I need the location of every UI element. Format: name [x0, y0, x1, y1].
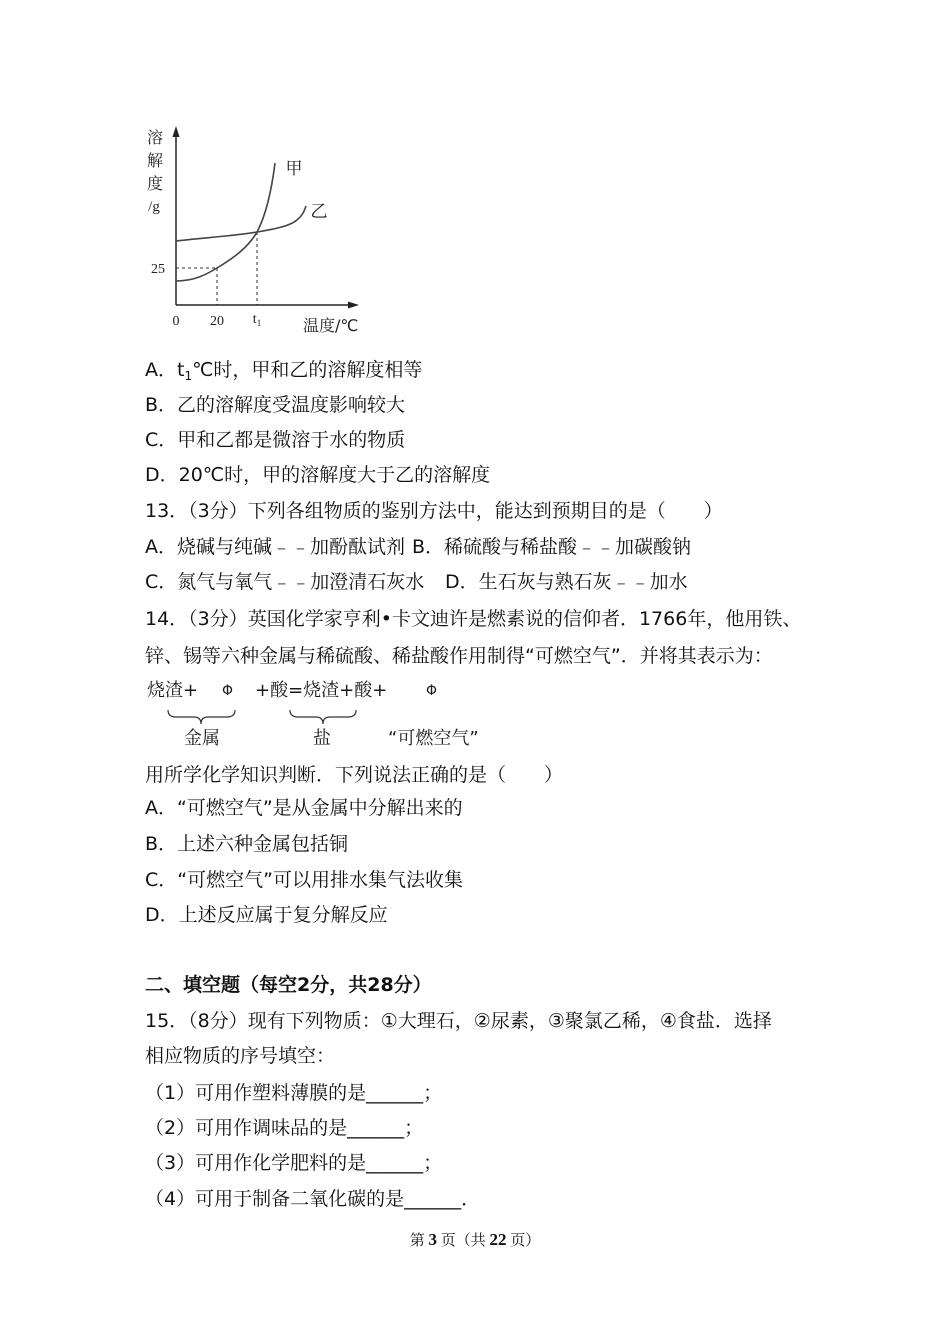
q15-item-3: （3）可用作化学肥料的是______；	[145, 1152, 443, 1174]
footer-total-pages: 22	[489, 1230, 507, 1249]
x-tick-t1-main: t	[252, 312, 257, 327]
q15-item-1: （1）可用作塑料薄膜的是______；	[145, 1082, 443, 1104]
footer-page-number: 3	[428, 1230, 437, 1249]
y-axis-label-unit: /g	[148, 199, 160, 215]
q13-option-c: C．氮气与氧气﹣﹣加澄清石灰水	[145, 571, 425, 593]
equation-metal-symbol: Φ	[222, 683, 234, 699]
q12-option-d: D．20℃时，甲的溶解度大于乙的溶解度	[145, 464, 491, 486]
curve-jia-label: 甲	[285, 159, 303, 179]
x-tick-0: 0	[172, 314, 180, 329]
footer-middle: 页（共	[436, 1233, 490, 1249]
equation-reactant-1: 烧渣+	[147, 680, 199, 701]
y-axis-label-char-1: 溶	[146, 128, 164, 147]
curve-yi-label: 乙	[310, 202, 328, 222]
q13-stem: 13．（3分）下列各组物质的鉴别方法中，能达到预期目的是（ ）	[145, 500, 723, 522]
y-tick-25: 25	[151, 262, 165, 277]
q15-item-4: （4）可用于制备二氧化碳的是______．	[145, 1188, 481, 1210]
q14-option-b: B．上述六种金属包括铜	[145, 833, 349, 855]
x-axis-label: 温度/℃	[303, 316, 359, 335]
q14-stem-line-1: 14．（3分）英国化学家亨利•卡文迪许是燃素说的信仰者．1766年，他用铁、	[145, 608, 802, 630]
q15-stem-line-1: 15．（8分）现有下列物质：①大理石，②尿素，③聚氯乙稀，④食盐．选择	[145, 1010, 772, 1032]
q14-stem-line-2: 锌、锡等六种金属与稀硫酸、稀盐酸作用制得“可燃空气”．并将其表示为：	[145, 645, 773, 667]
q13-option-b: B．稀硫酸与稀盐酸﹣﹣加碳酸钠	[412, 536, 692, 558]
y-axis-label-char-3: 度	[146, 174, 164, 193]
q12-option-a-prefix: A．t	[145, 359, 185, 381]
x-tick-t1	[253, 312, 261, 328]
q12-option-c: C．甲和乙都是微溶于水的物质	[145, 429, 406, 451]
q14-option-a: A．“可燃空气”是从金属中分解出来的	[145, 797, 463, 819]
solubility-curve-figure	[140, 120, 370, 340]
curve-jia	[176, 163, 275, 281]
x-axis-arrow	[348, 302, 359, 309]
q12-option-b: B．乙的溶解度受温度影响较大	[145, 394, 406, 416]
equation-label-gas: “可燃空气”	[388, 728, 479, 749]
q14-option-d: D．上述反应属于复分解反应	[145, 904, 388, 926]
q15-stem-line-2: 相应物质的序号填空：	[145, 1045, 336, 1067]
y-axis-arrow	[173, 126, 180, 137]
section-2-title: 二、填空题（每空2分，共28分）	[145, 974, 432, 996]
equation-label-salt: 盐	[313, 728, 331, 749]
brace-salt	[290, 710, 356, 724]
q14-question: 用所学化学知识判断．下列说法正确的是（ ）	[145, 764, 564, 786]
footer-prefix: 第	[409, 1233, 429, 1249]
page-footer	[0, 1229, 950, 1251]
q15-item-2: （2）可用作调味品的是______；	[145, 1117, 424, 1139]
q12-option-a	[145, 358, 422, 382]
curve-yi	[176, 206, 306, 241]
brace-metal	[168, 710, 235, 724]
y-axis-label-char-2: 解	[146, 151, 164, 170]
q13-option-d: D．生石灰与熟石灰﹣﹣加水	[445, 571, 688, 593]
x-tick-t1-subscript: 1	[256, 318, 262, 328]
q12-option-a-text: ℃时，甲和乙的溶解度相等	[192, 359, 423, 381]
q12-option-a-subscript: 1	[184, 369, 193, 383]
footer-suffix: 页）	[506, 1233, 541, 1249]
x-tick-20: 20	[210, 314, 224, 329]
equation-label-metal: 金属	[184, 728, 220, 749]
equation-gas-symbol: Φ	[426, 683, 438, 699]
q14-option-c: C．“可燃空气”可以用排水集气法收集	[145, 869, 463, 891]
q13-option-a: A．烧碱与纯碱﹣﹣加酚酞试剂	[145, 536, 405, 558]
equation-middle: +酸=烧渣+酸+	[255, 680, 388, 701]
